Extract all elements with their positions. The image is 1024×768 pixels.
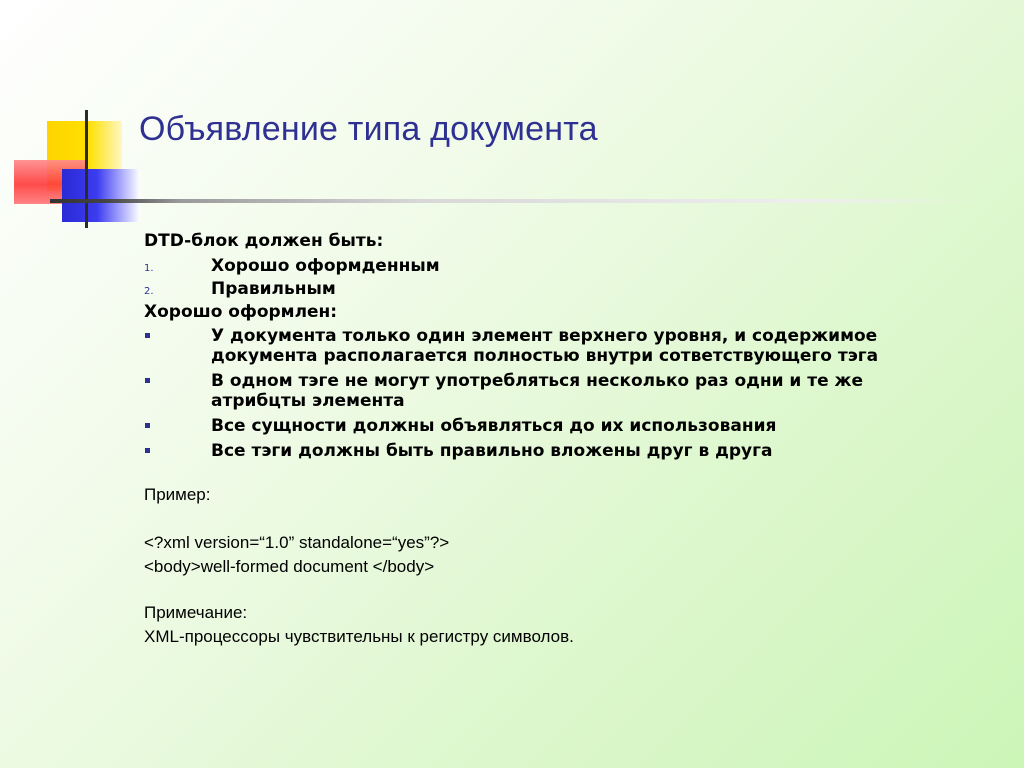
numbered-item xyxy=(144,279,944,299)
blue-square-decoration xyxy=(62,169,140,222)
list-number: 1. xyxy=(144,263,154,274)
example-code-line: <body>well-formed document </body> xyxy=(144,557,435,576)
note-text: XML-процессоры чувствительны к регистру символов. xyxy=(144,627,574,646)
bullet-text: У документа только один элемент верхнего уровня, и содержимое документа располагается полностью внутри сответствующего тэга xyxy=(211,326,879,366)
note-label: Примечание: xyxy=(144,603,248,622)
example-code-line: <?xml version=“1.0” standalone=“yes”?> xyxy=(144,533,450,552)
numbered-item-text: Хорошо оформденным xyxy=(211,256,440,276)
vertical-rule xyxy=(85,110,88,228)
square-bullet-icon xyxy=(145,423,150,428)
list-number: 2. xyxy=(144,286,154,297)
example-label: Пример: xyxy=(144,485,211,504)
subheading: Хорошо оформлен: xyxy=(144,302,338,322)
square-bullet-icon xyxy=(145,378,150,383)
yellow-square-decoration xyxy=(47,121,122,191)
slide-title: Объявление типа документа xyxy=(139,110,598,148)
numbered-item-text: Правильным xyxy=(211,279,336,299)
bullet-text: Все тэги должны быть правильно вложены друг в друга xyxy=(211,441,773,461)
bullet-item xyxy=(144,441,944,461)
bullet-item xyxy=(144,416,944,436)
bullet-text: Все сущности должны объявляться до их использования xyxy=(211,416,777,436)
numbered-item xyxy=(144,256,944,276)
bullet-text: В одном тэге не могут употребляться несколько раз одни и те же атрибцты элемента xyxy=(211,371,864,411)
bullet-item xyxy=(144,371,944,411)
slide-body xyxy=(144,228,944,647)
square-bullet-icon xyxy=(145,448,150,453)
red-square-decoration xyxy=(14,160,86,204)
title-underline-rule xyxy=(50,199,980,203)
intro-line: DTD-блок должен быть: xyxy=(144,231,384,251)
square-bullet-icon xyxy=(145,333,150,338)
bullet-item xyxy=(144,326,944,366)
